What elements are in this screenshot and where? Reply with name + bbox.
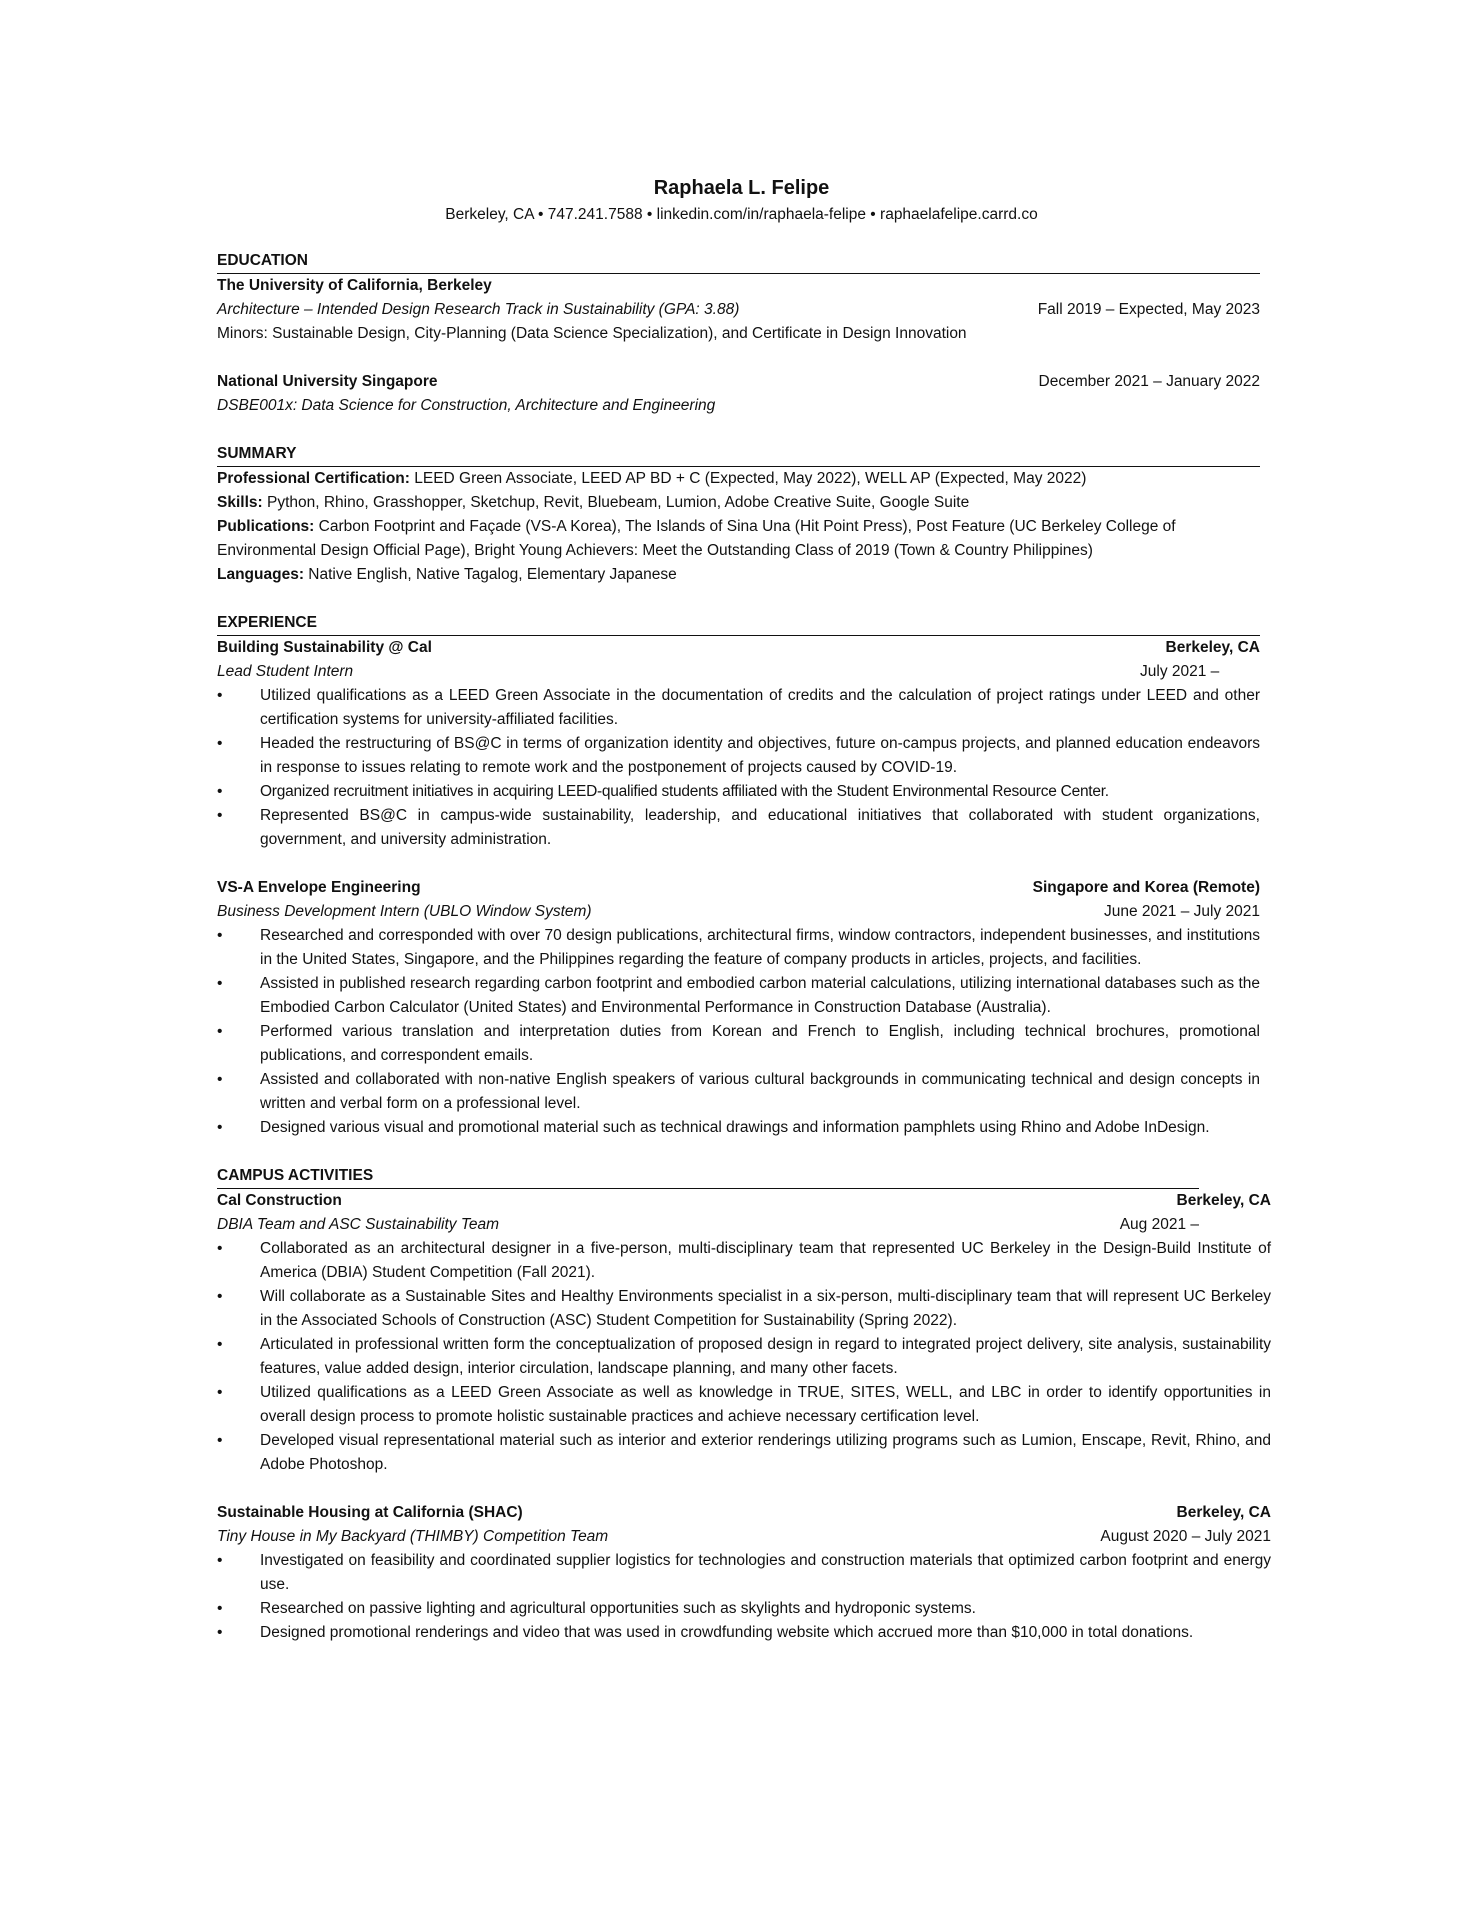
summary-text: Native English, Native Tagalog, Elementary Japanese xyxy=(303,566,677,583)
candidate-name: Raphaela L. Felipe xyxy=(653,177,830,199)
school-name: National University Singapore xyxy=(217,373,438,390)
school-name: The University of California, Berkeley xyxy=(217,277,492,294)
resume-header xyxy=(0,176,1483,226)
summary-item xyxy=(217,515,1260,563)
school-row xyxy=(217,370,1260,394)
resume-body xyxy=(217,249,1271,1669)
program: Architecture – Intended Design Research Track in Sustainability (GPA: 3.88) xyxy=(217,301,740,318)
section-title: CAMPUS ACTIVITIES xyxy=(217,1164,1199,1189)
experience-entry xyxy=(217,636,1260,852)
section-title: EDUCATION xyxy=(217,249,1260,274)
location: Berkeley, CA xyxy=(1176,1192,1271,1209)
dates: August 2020 – July 2021 xyxy=(1100,1528,1271,1545)
list-item: • Assisted in published research regarding carbon footprint and embodied carbon material calculations, utilizing international databases such as the Embodied Carbon Calculator (United States) and Environmental Performance in Construction Database (Australia). xyxy=(217,972,1260,1020)
list-item: • Articulated in professional written form the conceptualization of proposed design in regard to integrated project delivery, site analysis, sustainability features, value added design, interior circulation, landscape planning, and many other facets. xyxy=(217,1333,1271,1381)
bullet-list xyxy=(217,684,1260,852)
section-title: EXPERIENCE xyxy=(217,611,1260,636)
list-item: • Represented BS@C in campus-wide sustainability, leadership, and educational initiatives that collaborated with student organizations, government, and university administration. xyxy=(217,804,1260,852)
list-item: • Designed various visual and promotional material such as technical drawings and information pamphlets using Rhino and Adobe InDesign. xyxy=(217,1116,1260,1140)
experience-entry xyxy=(217,876,1260,1140)
minors: Minors: Sustainable Design, City-Planning (Data Science Specialization), and Certificate in Design Innovation xyxy=(217,325,967,342)
campus-entry xyxy=(217,1189,1271,1477)
role: DBIA Team and ASC Sustainability Team xyxy=(217,1216,500,1233)
dates: Fall 2019 – Expected, May 2023 xyxy=(1037,301,1260,318)
role-row xyxy=(217,1213,1199,1237)
summary-label: Publications: xyxy=(217,518,315,535)
education-entry xyxy=(217,274,1260,346)
summary-text: Carbon Footprint and Façade (VS-A Korea), The Islands of Sina Una (Hit Point Press), Post Feature (UC Berkeley College of Environmental Design Official Page), Bright Young Achievers: Meet the Outstanding Class of 2019 (Town & Country Philippines) xyxy=(217,518,1176,559)
location: Berkeley, CA xyxy=(1176,1504,1271,1521)
summary-text: Python, Rhino, Grasshopper, Sketchup, Revit, Bluebeam, Lumion, Adobe Creative Suite, Google Suite xyxy=(262,494,970,511)
list-item: • Assisted and collaborated with non-native English speakers of various cultural backgrounds in communicating technical and design concepts in written and verbal form on a professional level. xyxy=(217,1068,1260,1116)
education-section xyxy=(217,249,1260,418)
org-row xyxy=(217,636,1260,660)
list-item: • Utilized qualifications as a LEED Green Associate in the documentation of credits and the calculation of project ratings under LEED and other certification systems for university-affiliated facilities. xyxy=(217,684,1260,732)
org-name: Sustainable Housing at California (SHAC) xyxy=(217,1504,523,1521)
list-item: • Collaborated as an architectural designer in a five-person, multi-disciplinary team that represented UC Berkeley in the Design-Build Institute of America (DBIA) Student Competition (Fall 2021). xyxy=(217,1237,1271,1285)
list-item: • Organized recruitment initiatives in acquiring LEED-qualified students affiliated with the Student Environmental Resource Center. xyxy=(217,780,1260,804)
summary-section xyxy=(217,442,1260,587)
role-row xyxy=(217,1525,1271,1549)
dates: Aug 2021 – xyxy=(1119,1216,1199,1233)
education-entry xyxy=(217,370,1260,418)
role: Lead Student Intern xyxy=(217,663,354,680)
list-item: • Will collaborate as a Sustainable Sites and Healthy Environments specialist in a six-person, multi-disciplinary team that will represent UC Berkeley in the Associated Schools of Construction (ASC) Student Competition for Sustainability (Spring 2022). xyxy=(217,1285,1271,1333)
campus-activities-section xyxy=(217,1164,1271,1645)
org-row xyxy=(217,1501,1271,1525)
list-item: • Utilized qualifications as a LEED Green Associate as well as knowledge in TRUE, SITES, WELL, and LBC in order to identify opportunities in overall design process to promote holistic sustainable practices and achieve necessary certification level. xyxy=(217,1381,1271,1429)
role-row xyxy=(217,900,1260,924)
org-row xyxy=(217,1189,1271,1213)
summary-label: Skills: xyxy=(217,494,263,511)
program: DSBE001x: Data Science for Construction, Architecture and Engineering xyxy=(217,397,716,414)
summary-label: Languages: xyxy=(217,566,304,583)
bullet-list xyxy=(217,1549,1271,1645)
org-name: VS-A Envelope Engineering xyxy=(217,879,421,896)
contact-line: Berkeley, CA • 747.241.7588 • linkedin.com/in/raphaela-felipe • raphaelafelipe.carrd.co xyxy=(445,206,1038,223)
bullet-list xyxy=(217,924,1260,1140)
org-row xyxy=(217,876,1260,900)
location: Berkeley, CA xyxy=(1165,639,1260,656)
list-item: • Headed the restructuring of BS@C in terms of organization identity and objectives, future on-campus projects, and planned education endeavors in response to issues relating to remote work and the postponement of projects caused by COVID-19. xyxy=(217,732,1260,780)
dates: June 2021 – July 2021 xyxy=(1104,903,1260,920)
role: Business Development Intern (UBLO Window System) xyxy=(217,903,592,920)
org-name: Cal Construction xyxy=(217,1192,342,1209)
org-name: Building Sustainability @ Cal xyxy=(217,639,432,656)
summary-item xyxy=(217,467,1260,491)
list-item: • Developed visual representational material such as interior and exterior renderings utilizing programs such as Lumion, Enscape, Revit, Rhino, and Adobe Photoshop. xyxy=(217,1429,1271,1477)
location: Singapore and Korea (Remote) xyxy=(1032,879,1260,896)
program-row xyxy=(217,298,1260,322)
experience-section xyxy=(217,611,1260,1140)
dates: December 2021 – January 2022 xyxy=(1038,373,1260,390)
list-item: • Performed various translation and interpretation duties from Korean and French to English, including technical brochures, promotional publications, and correspondent emails. xyxy=(217,1020,1260,1068)
dates: July 2021 – xyxy=(1140,663,1220,680)
summary-item xyxy=(217,491,1260,515)
summary-label: Professional Certification: xyxy=(217,470,410,487)
list-item: • Researched and corresponded with over 70 design publications, architectural firms, window contractors, independent businesses, and institutions in the United States, Singapore, and the Philippines regarding the feature of company products in articles, projects, and facilities. xyxy=(217,924,1260,972)
summary-item xyxy=(217,563,1260,587)
role-row xyxy=(217,660,1260,684)
role: Tiny House in My Backyard (THIMBY) Competition Team xyxy=(217,1528,609,1545)
summary-text: LEED Green Associate, LEED AP BD + C (Expected, May 2022), WELL AP (Expected, May 2022) xyxy=(409,470,1087,487)
list-item: • Researched on passive lighting and agricultural opportunities such as skylights and hydroponic systems. xyxy=(217,1597,1271,1621)
bullet-list xyxy=(217,1237,1271,1477)
list-item: • Designed promotional renderings and video that was used in crowdfunding website which accrued more than $10,000 in total donations. xyxy=(217,1621,1271,1645)
campus-entry xyxy=(217,1501,1271,1645)
list-item: • Investigated on feasibility and coordinated supplier logistics for technologies and construction materials that optimized carbon footprint and energy use. xyxy=(217,1549,1271,1597)
section-title: SUMMARY xyxy=(217,442,1260,467)
